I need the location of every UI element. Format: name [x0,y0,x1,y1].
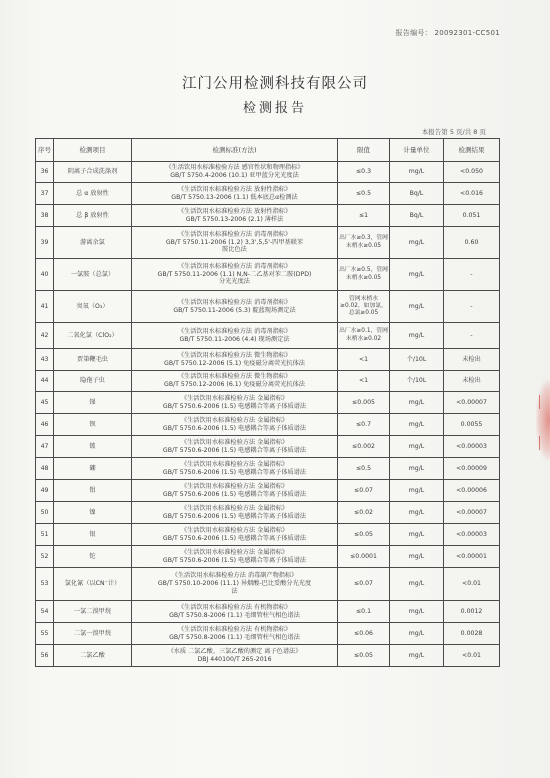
cell-limit: 出厂水≥0.5，管网末梢水≥0.05 [338,259,390,291]
cell-unit: mg/L [390,414,444,436]
cell-limit: <1 [338,371,390,392]
method-line: 《生活饮用水标准检验方法 微生物指标》 [177,351,292,359]
method-line: GB/T 5750.6-2006 (1.5) 电感耦合等离子体质谱法 [162,534,307,542]
cell-no: 52 [36,546,54,568]
cell-unit: mg/L [390,623,444,645]
cell-item: 贾第鞭毛虫 [54,349,132,371]
seal-stamp-mark [539,436,549,450]
table-row [36,392,500,414]
method-line: GB/T 5750.4-2006 (10.1) 亚甲蓝分光光度法 [170,172,299,179]
cell-no: 42 [36,323,54,349]
results-table [35,138,500,667]
cell-result: 0.60 [444,227,500,259]
cell-result: <0.01 [444,568,500,601]
cell-no: 40 [36,259,54,291]
company-name: 江门公用检测科技有限公司 [182,76,368,92]
cell-method [132,436,338,458]
cell-item: 氯化氰（以CN⁻计） [54,568,132,601]
seal-stamp-mark [539,395,549,409]
method-line: GB/T 5750.12-2006 (6.1) 免疫磁分离荧光抗体法 [164,381,305,388]
method-line: DBJ 440100/T 265-2016 [197,655,272,663]
cell-item: 二氧化氯（ClO₂） [54,323,132,349]
cell-unit: Bq/L [390,205,444,227]
cell-result: <0.00007 [444,502,500,524]
cell-no: 45 [36,392,54,414]
method-line: 《生活饮用水标准检验方法 金属指标》 [180,416,289,424]
cell-unit: mg/L [390,480,444,502]
cell-method [132,392,338,414]
cell-unit: mg/L [390,259,444,291]
method-line: GB/T 5750.11-2006 (4.4) 现场测定法 [179,335,290,343]
method-line: 《生活饮用水标准检验方法 微生物指标》 [177,373,292,381]
cell-item: 总 α 放射性 [54,183,132,205]
cell-item: 二氯乙酸 [54,645,132,667]
method-line: GB/T 5750.6-2006 (1.5) 电感耦合等离子体质谱法 [162,512,307,520]
method-line: 《生活饮用水标准检验方法 消毒剂指标》 [177,327,292,335]
cell-result: 0.0012 [444,601,500,623]
method-line: 《生活饮用水标准检验方法 有机物指标》 [177,603,292,611]
cell-limit: ≤0.5 [338,183,390,205]
table-row [36,480,500,502]
method-line: GB/T 5750.6-2006 (1.5) 电感耦合等离子体质谱法 [162,446,307,454]
method-line: GB/T 5750.12-2006 (5.1) 免疫磁分离荧光抗体法 [164,359,305,367]
method-line: 《生活饮用水标准检验方法 消毒剂指标》 [177,230,292,238]
cell-unit: mg/L [390,291,444,323]
cell-limit: ≤0.07 [338,480,390,502]
cell-method [132,162,338,183]
cell-limit: ≤0.1 [338,601,390,623]
method-line: 《生活饮用水标准检验方法 金属指标》 [180,460,289,468]
table-row [36,436,500,458]
table-row [36,502,500,524]
table-row [36,205,500,227]
method-line: 《生活饮用水标准检验方法 金属指标》 [180,438,289,446]
cell-result: <0.00003 [444,524,500,546]
cell-unit: mg/L [390,502,444,524]
cell-no: 54 [36,601,54,623]
method-line: 《生活饮用水标准检验方法 金属指标》 [180,504,289,512]
cell-method [132,568,338,601]
cell-limit: ≤0.05 [338,524,390,546]
method-line: 法 [231,587,238,595]
cell-item: 硼 [54,458,132,480]
table-row [36,414,500,436]
cell-method [132,645,338,667]
cell-method [132,259,338,291]
cell-limit: 管网末梢水≥0.02，如加氯，总氯≥0.05 [338,291,390,323]
method-line: GB/T 5750.6-2006 (1.5) 电感耦合等离子体质谱法 [162,402,307,410]
method-line: 《生活饮用水标准检验方法 感官性状和物理指标》 [165,164,304,172]
cell-limit: ≤0.002 [338,436,390,458]
cell-limit: ≤0.3 [338,162,390,183]
cell-method [132,601,338,623]
cell-limit: <1 [338,349,390,371]
method-line: GB/T 5750.13-2006 (2.1) 薄样法 [185,215,284,223]
cell-unit: mg/L [390,162,444,183]
cell-unit: mg/L [390,568,444,601]
cell-no: 50 [36,502,54,524]
cell-unit: mg/L [390,227,444,259]
cell-method [132,205,338,227]
col-header-unit: 计量单位 [390,139,444,162]
cell-unit: mg/L [390,601,444,623]
cell-method [132,291,338,323]
method-line: 《生活饮用水标准检验方法 消毒剂指标》 [177,262,292,270]
cell-item: 铍 [54,436,132,458]
cell-result: <0.00007 [444,392,500,414]
cell-unit: mg/L [390,392,444,414]
cell-result: 未检出 [444,349,500,371]
table-row [36,458,500,480]
document-title: 检测报告 [242,101,307,116]
cell-unit: mg/L [390,546,444,568]
cell-no: 38 [36,205,54,227]
method-line: GB/T 5750.11-2006 (1.1) N,N-二乙基对苯二胺(DPD) [157,270,312,278]
table-row [36,524,500,546]
cell-unit: mg/L [390,524,444,546]
cell-result: - [444,259,500,291]
method-line: 《水质 二氯乙酸、三氯乙酸的测定 离子色谱法》 [167,647,302,655]
method-line: GB/T 5750.6-2006 (1.5) 电感耦合等离子体质谱法 [162,490,307,498]
method-line: 《生活饮用水标准检验方法 消毒副产物指标》 [171,572,298,580]
cell-result: - [444,323,500,349]
method-line: 《生活饮用水标准检验方法 放射性指标》 [177,185,292,193]
method-line: 《生活饮用水标准检验方法 消毒剂指标》 [177,298,292,306]
cell-item: 游离余氯 [54,227,132,259]
cell-no: 46 [36,414,54,436]
cell-method [132,502,338,524]
method-line: 《生活饮用水标准检验方法 放射性指标》 [177,207,292,215]
method-line: GB/T 5750.8-2006 (1.1) 毛细管柱气相色谱法 [169,633,300,641]
table-row [36,623,500,645]
cell-limit: ≤0.05 [338,645,390,667]
cell-result: <0.00003 [444,436,500,458]
method-line: 《生活饮用水标准检验方法 金属指标》 [180,394,289,402]
cell-limit: ≤0.5 [338,458,390,480]
cell-no: 41 [36,291,54,323]
cell-item: 阴离子合成洗涤剂 [54,162,132,183]
table-row [36,645,500,667]
cell-method [132,414,338,436]
cell-result: <0.00006 [444,480,500,502]
method-line: 《生活饮用水标准检验方法 有机物指标》 [177,625,292,633]
cell-method [132,371,338,392]
method-line: 分光光度法 [219,278,250,286]
table-row [36,601,500,623]
table-row [36,227,500,259]
cell-item: 隐孢子虫 [54,371,132,392]
cell-limit: ≤0.02 [338,502,390,524]
cell-item: 一氯二溴甲烷 [54,601,132,623]
cell-limit: ≤0.0001 [338,546,390,568]
cell-no: 49 [36,480,54,502]
cell-no: 36 [36,162,54,183]
method-line: GB/T 5750.6-2006 (1.5) 电感耦合等离子体质谱法 [162,468,307,476]
cell-item: 钼 [54,480,132,502]
cell-method [132,546,338,568]
table-row [36,371,500,392]
cell-item: 臭氧（O₃） [54,291,132,323]
table-row [36,291,500,323]
cell-method [132,524,338,546]
cell-method [132,480,338,502]
cell-result: <0.00009 [444,458,500,480]
cell-limit: 出厂水≥0.3，管网末梢水≥0.05 [338,227,390,259]
method-line: GB/T 5750.6-2006 (1.5) 电感耦合等离子体质谱法 [162,556,307,564]
page-info: 本报告第 5 页/共 8 页 [421,128,486,136]
cell-limit: ≤0.07 [338,568,390,601]
col-header-method: 检测标准(方法) [132,139,338,162]
cell-method [132,227,338,259]
cell-method [132,183,338,205]
cell-limit: ≤1 [338,205,390,227]
cell-item: 一氯胺（总氯） [54,259,132,291]
cell-no: 53 [36,568,54,601]
cell-unit: mg/L [390,458,444,480]
cell-unit: 个/10L [390,349,444,371]
cell-unit: mg/L [390,436,444,458]
cell-result: 未检出 [444,371,500,392]
cell-limit: ≤0.7 [338,414,390,436]
cell-no: 47 [36,436,54,458]
cell-no: 51 [36,524,54,546]
method-line: 《生活饮用水标准检验方法 金属指标》 [180,526,289,534]
cell-result: 0.051 [444,205,500,227]
method-line: GB/T 5750.13-2006 (1.1) 低本底总α检测法 [171,193,298,201]
method-line: GB/T 5750.10-2006 (11.1) 异烟酸-巴比妥酸分光光度 [157,580,312,588]
cell-unit: 个/10L [390,371,444,392]
cell-no: 44 [36,371,54,392]
cell-no: 43 [36,349,54,371]
cell-item: 银 [54,524,132,546]
cell-item: 二氯一溴甲烷 [54,623,132,645]
table-row [36,183,500,205]
cell-unit: mg/L [390,645,444,667]
method-line: GB/T 5750.11-2006 (5.3) 靛蓝现场测定法 [173,306,296,314]
cell-limit: ≤0.06 [338,623,390,645]
cell-item: 锑 [54,392,132,414]
table-row [36,546,500,568]
table-row [36,568,500,601]
cell-unit: Bq/L [390,183,444,205]
table-header-row [36,139,500,162]
cell-limit: ≤0.005 [338,392,390,414]
method-line: GB/T 5750.6-2006 (1.5) 电感耦合等离子体质谱法 [162,424,307,432]
cell-method [132,458,338,480]
cell-result: <0.00001 [444,546,500,568]
cell-item: 钡 [54,414,132,436]
cell-method [132,349,338,371]
table-row [36,323,500,349]
cell-method [132,323,338,349]
table-row [36,162,500,183]
cell-unit: mg/L [390,323,444,349]
table-row [36,349,500,371]
col-header-result: 检测结果 [444,139,500,162]
cell-item: 铊 [54,546,132,568]
col-header-no: 序号 [36,139,54,162]
method-line: GB/T 5750.11-2006 (1.2) 3,3',5,5'-四甲基联苯 [165,238,304,246]
cell-no: 48 [36,458,54,480]
report-number: 报告编号： 20092301-CC501 [395,29,500,37]
cell-result: 0.0028 [444,623,500,645]
cell-no: 55 [36,623,54,645]
cell-limit: 出厂水≥0.1，管网末梢水≥0.02 [338,323,390,349]
cell-result: <0.016 [444,183,500,205]
method-line: 胺比色法 [222,246,247,254]
cell-result: <0.01 [444,645,500,667]
cell-result: - [444,291,500,323]
cell-result: 0.0055 [444,414,500,436]
cell-item: 镍 [54,502,132,524]
cell-item: 总 β 放射性 [54,205,132,227]
method-line: GB/T 5750.8-2006 (1.1) 毛细管柱气相色谱法 [169,611,300,619]
method-line: 《生活饮用水标准检验方法 金属指标》 [180,548,289,556]
cell-method [132,623,338,645]
cell-no: 56 [36,645,54,667]
table-row [36,259,500,291]
col-header-item: 检测项目 [54,139,132,162]
cell-no: 39 [36,227,54,259]
cell-result: <0.050 [444,162,500,183]
method-line: 《生活饮用水标准检验方法 金属指标》 [180,482,289,490]
col-header-limit: 限值 [338,139,390,162]
cell-no: 37 [36,183,54,205]
